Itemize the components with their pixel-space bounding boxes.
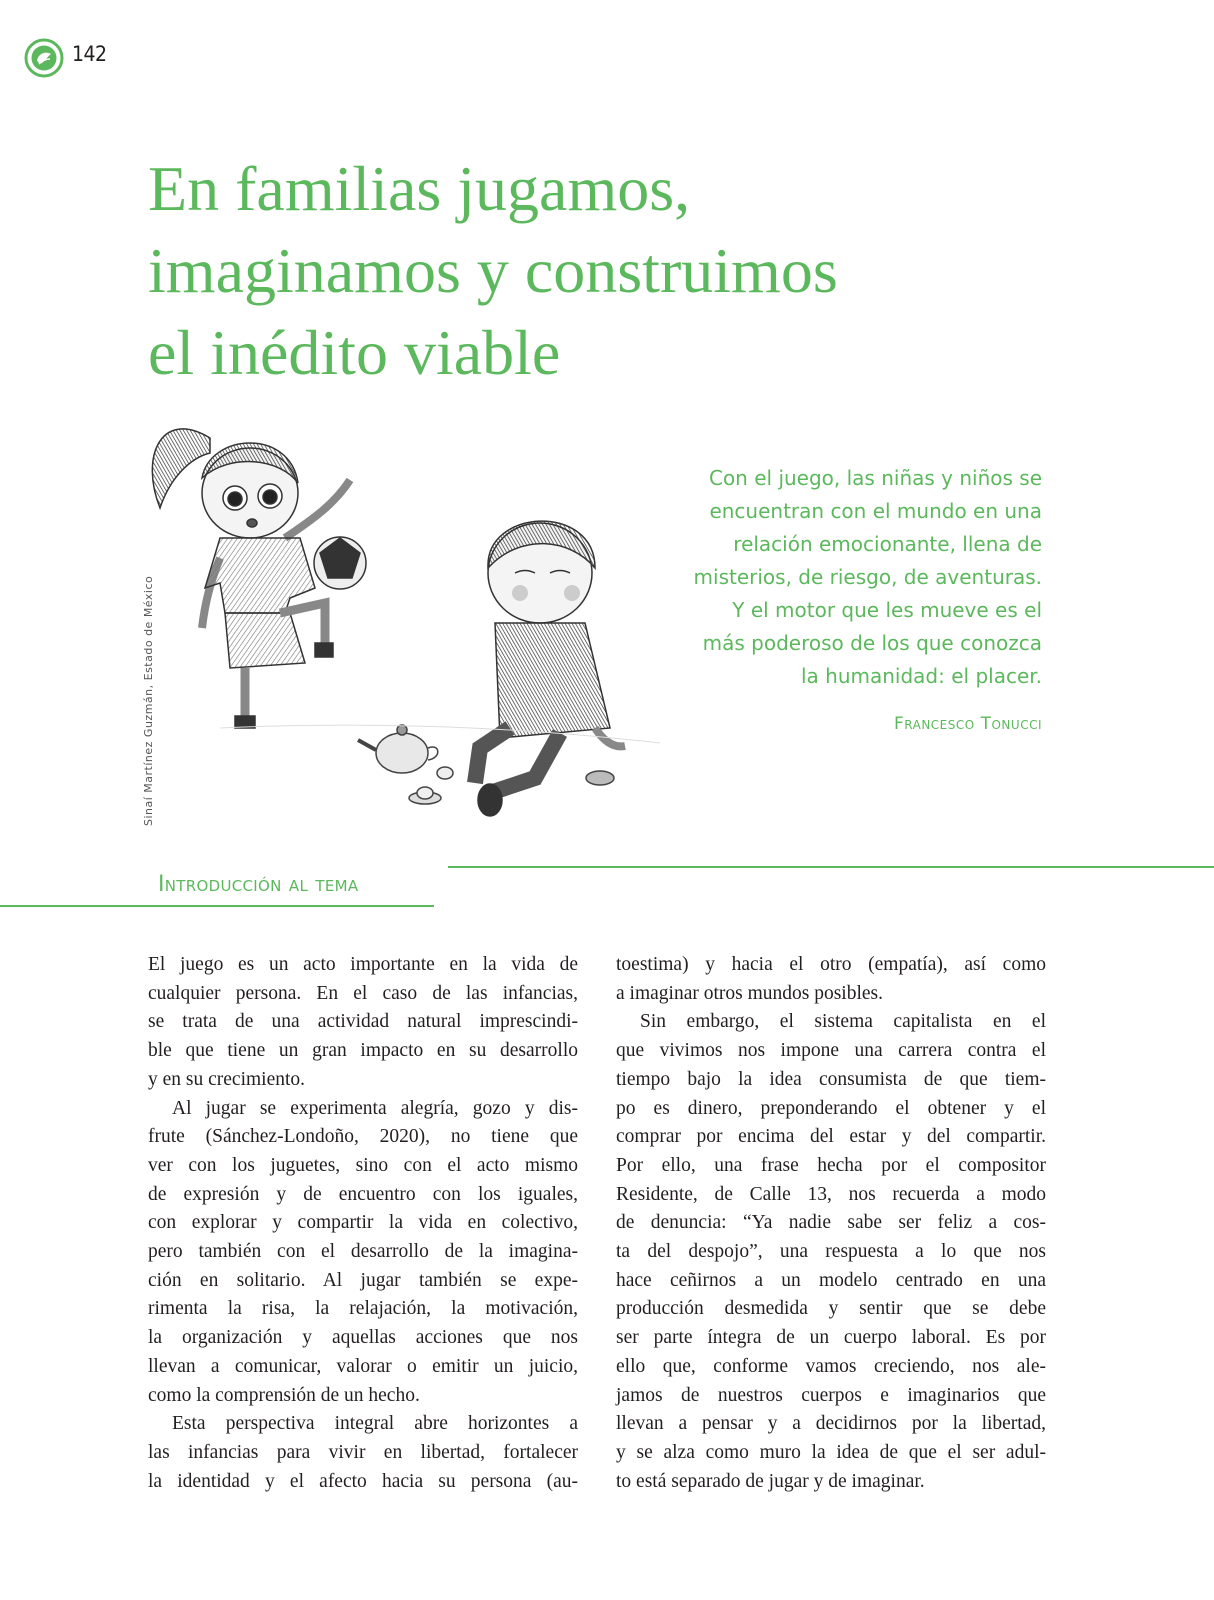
text-line: ta del despojo”, una respuesta a lo que nos xyxy=(616,1241,1046,1263)
quote-line: más poderoso de los que conozca xyxy=(702,631,1042,655)
body-column-right xyxy=(616,951,1046,1496)
text-line: que vivimos nos impone una carrera contra el xyxy=(616,1040,1046,1062)
text-line: comprar por encima del estar y del compartir. xyxy=(616,1126,1046,1148)
divider-line xyxy=(448,866,1214,868)
text-line: to está separado de jugar y de imaginar. xyxy=(616,1470,925,1492)
quote-line: Y el motor que les mueve es el xyxy=(732,598,1042,622)
section-heading: Introducción al tema xyxy=(158,872,359,897)
text-line: con explorar y compartir la vida en colectivo, xyxy=(148,1212,578,1234)
text-line: pero también con el desarrollo de la imagina- xyxy=(148,1241,578,1263)
text-line: Residente, de Calle 13, nos recuerda a modo xyxy=(616,1183,1046,1205)
text-line: la identidad y el afecto hacia su persona (au- xyxy=(148,1470,578,1492)
body-column-left xyxy=(148,951,578,1496)
title-line: imaginamos y construimos xyxy=(148,235,838,306)
text-line: hace ceñirnos a un modelo centrado en una xyxy=(616,1269,1046,1291)
text-line: ser parte íntegra de un cuerpo laboral. Es por xyxy=(616,1327,1046,1349)
green-circular-emblem-icon xyxy=(24,38,64,78)
page-title xyxy=(148,148,1048,394)
text-line: y en su crecimiento. xyxy=(148,1068,306,1090)
text-line: ello que, conforme vamos creciendo, nos ale- xyxy=(616,1355,1046,1377)
text-line: llevan a pensar y a decidirnos por la libertad, xyxy=(616,1413,1046,1435)
text-line: ver con los juguetes, sino con el acto mismo xyxy=(148,1154,578,1176)
text-line: El juego es un acto importante en la vida de xyxy=(148,954,578,975)
text-line: se trata de una actividad natural imprescindi- xyxy=(148,1011,578,1033)
text-line: po es dinero, preponderando el obtener y el xyxy=(616,1097,1046,1119)
text-line: Sin embargo, el sistema capitalista en el xyxy=(640,1011,1046,1033)
quote-line: relación emocionante, llena de xyxy=(733,532,1042,556)
text-line: las infancias para vivir en libertad, fortalecer xyxy=(148,1441,578,1463)
text-line: ble que tiene un gran impacto en su desarrollo xyxy=(148,1040,578,1062)
girl-figure xyxy=(152,429,366,728)
quote-line: la humanidad: el placer. xyxy=(800,664,1042,688)
quote-line: Con el juego, las niñas y niños se xyxy=(708,466,1042,490)
text-line: de denuncia: “Ya nadie sabe ser feliz a cos- xyxy=(616,1212,1046,1234)
text-line: de expresión y de encuentro con los iguales, xyxy=(148,1183,578,1205)
title-line: el inédito viable xyxy=(148,317,561,388)
text-line: a imaginar otros mundos posibles. xyxy=(616,982,884,1004)
text-line: Por ello, una frase hecha por el compositor xyxy=(616,1154,1046,1176)
text-line: toestima) y hacia el otro (empatía), así como xyxy=(616,954,1046,975)
divider-line xyxy=(0,905,434,907)
illustration-credit: Sinaí Martínez Guzmán, Estado de México xyxy=(142,575,155,826)
text-line: Esta perspectiva integral abre horizontes a xyxy=(172,1413,578,1435)
text-line: cualquier persona. En el caso de las infancias, xyxy=(148,982,578,1004)
text-line: jamos de nuestros cuerpos e imaginarios que xyxy=(616,1384,1046,1406)
title-line: En familias jugamos, xyxy=(148,153,691,224)
text-line: frute (Sánchez-Londoño, 2020), no tiene que xyxy=(148,1126,578,1148)
text-line: llevan a comunicar, valorar o emitir un juicio, xyxy=(148,1355,578,1377)
text-line: la organización y aquellas acciones que nos xyxy=(148,1327,578,1349)
text-line: ción en solitario. Al jugar también se expe- xyxy=(148,1269,578,1291)
text-line: producción desmedida y sentir que se debe xyxy=(616,1298,1046,1320)
epigraph-quote xyxy=(680,462,1042,693)
quote-author: Francesco Tonucci xyxy=(893,714,1042,734)
quote-line: encuentran con el mundo en una xyxy=(709,499,1042,523)
text-line: y se alza como muro la idea de que el ser adul- xyxy=(616,1441,1046,1463)
children-playing-illustration xyxy=(140,398,700,848)
page-number: 142 xyxy=(72,42,107,66)
text-line: Al jugar se experimenta alegría, gozo y dis- xyxy=(172,1097,578,1119)
quote-line: misterios, de riesgo, de aventuras. xyxy=(693,565,1042,589)
text-line: tiempo bajo la idea consumista de que tiem- xyxy=(616,1068,1046,1090)
text-line: como la comprensión de un hecho. xyxy=(148,1384,420,1406)
text-line: rimenta la risa, la relajación, la motivación, xyxy=(148,1298,578,1320)
